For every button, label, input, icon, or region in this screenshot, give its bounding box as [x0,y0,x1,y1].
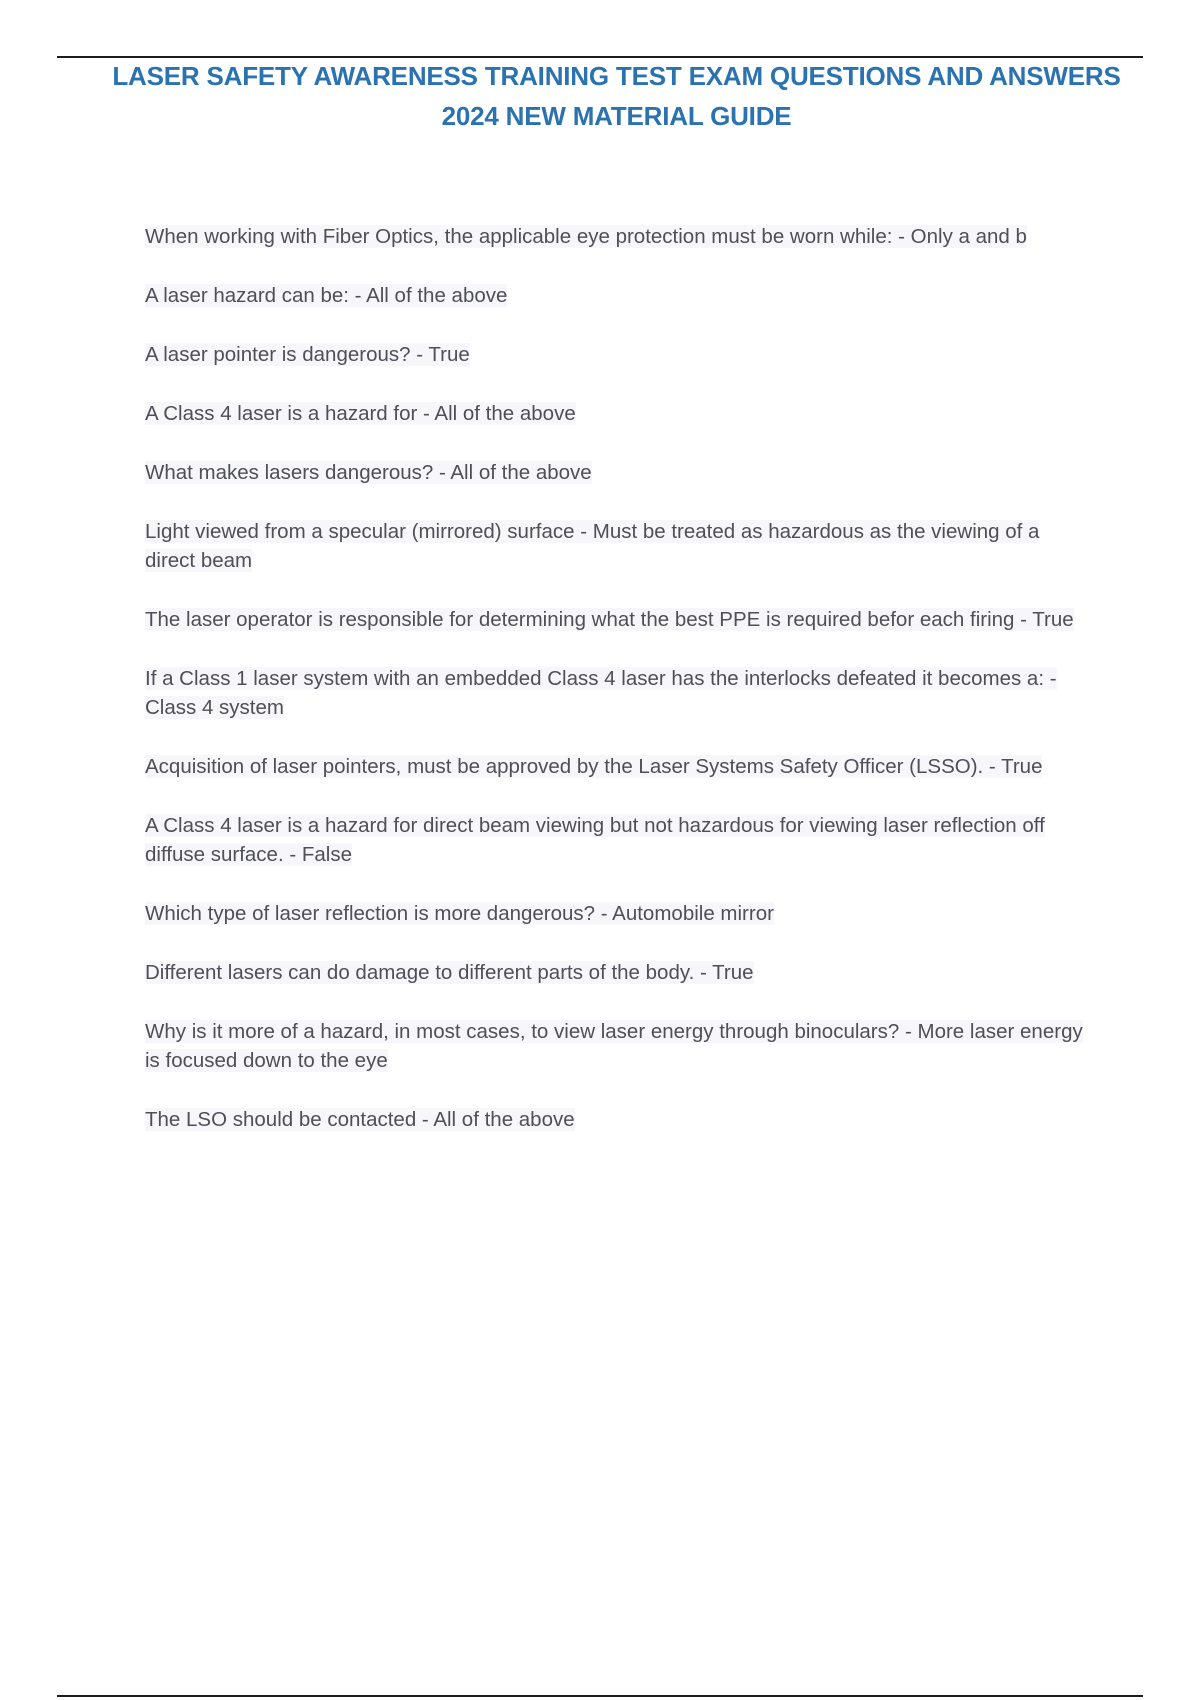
qa-item: If a Class 1 laser system with an embedded Class 4 laser has the interlocks defeated it becomes a: - Class 4 system [145,667,1057,719]
qa-item: When working with Fiber Optics, the applicable eye protection must be worn while: - Only a and b [145,225,1027,248]
qa-item: Which type of laser reflection is more dangerous? - Automobile mirror [145,902,774,925]
document-title: LASER SAFETY AWARENESS TRAINING TEST EXAM QUESTIONS AND ANSWERS 2024 NEW MATERIAL GUIDE [112,61,1121,131]
qa-item: Acquisition of laser pointers, must be approved by the Laser Systems Safety Officer (LSSO). - True [145,755,1043,778]
qa-item: A laser pointer is dangerous? - True [145,343,470,366]
bottom-divider [57,1695,1143,1697]
qa-item: The laser operator is responsible for determining what the best PPE is required befor each firing - True [145,608,1074,631]
qa-item: Why is it more of a hazard, in most cases, to view laser energy through binoculars? - More laser energy is focused down to the eye [145,1020,1083,1072]
qa-item: Light viewed from a specular (mirrored) surface - Must be treated as hazardous as the viewing of a direct beam [145,520,1040,572]
qa-item: A laser hazard can be: - All of the above [145,284,508,307]
qa-item: The LSO should be contacted - All of the above [145,1108,575,1131]
qa-list [145,222,1095,1164]
qa-item: What makes lasers dangerous? - All of the above [145,461,592,484]
qa-item: A Class 4 laser is a hazard for direct beam viewing but not hazardous for viewing laser reflection off diffuse surface. - False [145,814,1045,866]
qa-item: A Class 4 laser is a hazard for - All of the above [145,402,576,425]
qa-item: Different lasers can do damage to different parts of the body. - True [145,961,754,984]
